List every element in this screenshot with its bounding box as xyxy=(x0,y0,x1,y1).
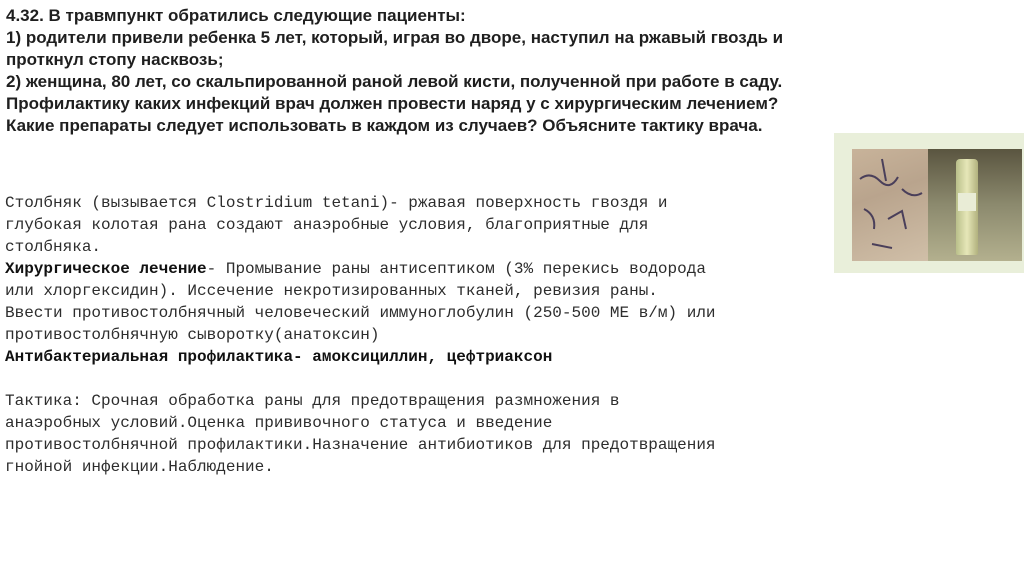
question-line: 1) родители привели ребенка 5 лет, который, играя во дворе, наступил на ржавый гвоздь и xyxy=(6,28,784,47)
answer-line: Столбняк (вызывается Clostridium tetani)- ржавая поверхность гвоздя и xyxy=(5,194,668,212)
surgery-heading: Хирургическое лечение xyxy=(5,260,207,278)
surgery-line xyxy=(5,258,865,280)
question-line: Какие препараты следует использовать в каждом из случаев? Объясните тактику врача. xyxy=(6,116,763,135)
vial-label xyxy=(958,193,976,211)
tactics-line: противостолбнячной профилактики.Назначение антибиотиков для предотвращения xyxy=(5,436,716,454)
answer-line: глубокая колотая рана создают анаэробные условия, благоприятные для xyxy=(5,216,649,234)
tactics-line: Тактика: Срочная обработка раны для предотвращения размножения в xyxy=(5,392,620,410)
answer-text xyxy=(5,192,865,478)
question-line: 4.32. В травмпункт обратились следующие пациенты: xyxy=(6,6,466,25)
answer-line: или хлоргексидин). Иссечение некротизированных тканей, ревизия раны. xyxy=(5,282,658,300)
antibacterial-heading: Антибактериальная профилактика xyxy=(5,348,294,366)
question-line: 2) женщина, 80 лет, со скальпированной раной левой кисти, полученной при работе в саду. xyxy=(6,72,783,91)
answer-line: Ввести противостолбнячный человеческий иммуноглобулин (250-500 МЕ в/м) или xyxy=(5,304,716,322)
question-line: проткнул стопу насквозь; xyxy=(6,50,224,69)
surgery-text: - Промывание раны антисептиком (3% перекись водорода xyxy=(206,260,706,278)
tactics-line: гнойной инфекции.Наблюдение. xyxy=(5,458,274,476)
answer-line: столбняка. xyxy=(5,238,102,256)
tactics-line: анаэробных условий.Оценка прививочного статуса и введение xyxy=(5,414,553,432)
spacer xyxy=(5,368,865,390)
answer-line: противостолбнячную сыворотку(анатоксин) xyxy=(5,326,380,344)
antibacterial-text: - амоксициллин, цефтриаксон xyxy=(293,348,553,366)
antibacterial-line xyxy=(5,346,865,368)
question-text xyxy=(6,5,906,137)
question-line: Профилактику каких инфекций врач должен провести наряд у с хирургическим лечением? xyxy=(6,94,779,113)
